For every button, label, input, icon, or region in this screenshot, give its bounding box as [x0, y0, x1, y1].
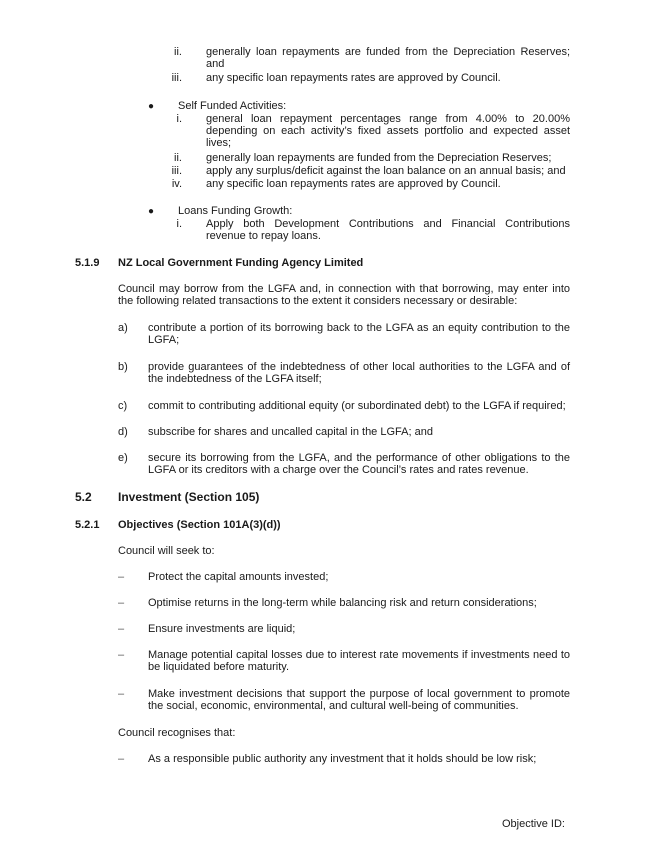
section-heading: NZ Local Government Funding Agency Limited: [118, 257, 364, 269]
section-heading: Objectives (Section 101A(3)(d)): [118, 519, 281, 531]
section-number: 5.2.1: [75, 519, 100, 531]
list-item-text: Optimise returns in the long-term while balancing risk and return considerations;: [148, 597, 537, 609]
list-number: iii.: [171, 165, 182, 177]
list-letter: a): [118, 322, 128, 334]
list-number: iv.: [171, 178, 182, 190]
list-letter: d): [118, 426, 128, 438]
dash-marker: –: [118, 649, 125, 661]
dash-marker: –: [118, 753, 125, 765]
bullet-label: Loans Funding Growth:: [178, 205, 293, 217]
bullet-icon: ●: [148, 206, 155, 217]
list-letter: e): [118, 452, 128, 464]
list-letter: b): [118, 361, 128, 373]
section-number: 5.2: [75, 490, 92, 504]
list-item-text: Apply both Development Contributions and Financial Contributions revenue to repay loans.: [206, 218, 570, 242]
list-letter: c): [118, 400, 128, 412]
list-item-text: generally loan repayments are funded from the Depreciation Reserves;: [206, 152, 552, 164]
paragraph: Council may borrow from the LGFA and, in connection with that borrowing, may enter into the following related transactions to the extent it considers necessary or desirable:: [118, 283, 570, 307]
list-item-text: secure its borrowing from the LGFA, and the performance of other obligations to the LGFA or its creditors with a charge over the Council’s rates and rates revenue.: [148, 452, 570, 476]
list-item-text: contribute a portion of its borrowing back to the LGFA as an equity contribution to the LGFA;: [148, 322, 570, 346]
footer-objective-id: Objective ID:: [502, 818, 565, 830]
list-number: i.: [176, 218, 182, 230]
list-item-text: general loan repayment percentages range from 4.00% to 20.00% depending on each activity’s fixed assets portfolio and expected asset lives;: [206, 113, 570, 149]
list-item-text: any specific loan repayments rates are approved by Council.: [206, 178, 501, 190]
list-item-text: apply any surplus/deficit against the loan balance on an annual basis; and: [206, 165, 566, 177]
list-number: ii.: [174, 152, 182, 164]
dash-marker: –: [118, 688, 125, 700]
list-item-text: Manage potential capital losses due to interest rate movements if investments need to be liquidated before maturity.: [148, 649, 570, 673]
list-number: iii.: [171, 72, 182, 84]
bullet-label: Self Funded Activities:: [178, 100, 287, 112]
paragraph: Council will seek to:: [118, 545, 215, 557]
section-heading: Investment (Section 105): [118, 490, 260, 504]
list-item-text: any specific loan repayments rates are approved by Council.: [206, 72, 501, 84]
list-item-text: commit to contributing additional equity (or subordinated debt) to the LGFA if required;: [148, 400, 566, 412]
list-item-text: Ensure investments are liquid;: [148, 623, 296, 635]
list-item-text: As a responsible public authority any investment that it holds should be low risk;: [148, 753, 537, 765]
list-item-text: Make investment decisions that support the purpose of local government to promote the social, economic, environmental, and cultural well-being of communities.: [148, 688, 570, 712]
list-number: i.: [176, 113, 182, 125]
dash-marker: –: [118, 597, 125, 609]
list-item-text: generally loan repayments are funded from the Depreciation Reserves; and: [206, 46, 570, 70]
list-item-text: Protect the capital amounts invested;: [148, 571, 329, 583]
list-number: ii.: [174, 46, 182, 58]
dash-marker: –: [118, 571, 125, 583]
list-item-text: subscribe for shares and uncalled capital in the LGFA; and: [148, 426, 433, 438]
section-number: 5.1.9: [75, 257, 100, 269]
paragraph: Council recognises that:: [118, 727, 236, 739]
dash-marker: –: [118, 623, 125, 635]
bullet-icon: ●: [148, 101, 155, 112]
list-item-text: provide guarantees of the indebtedness of other local authorities to the LGFA and of the indebtedness of the LGFA itself;: [148, 361, 570, 385]
